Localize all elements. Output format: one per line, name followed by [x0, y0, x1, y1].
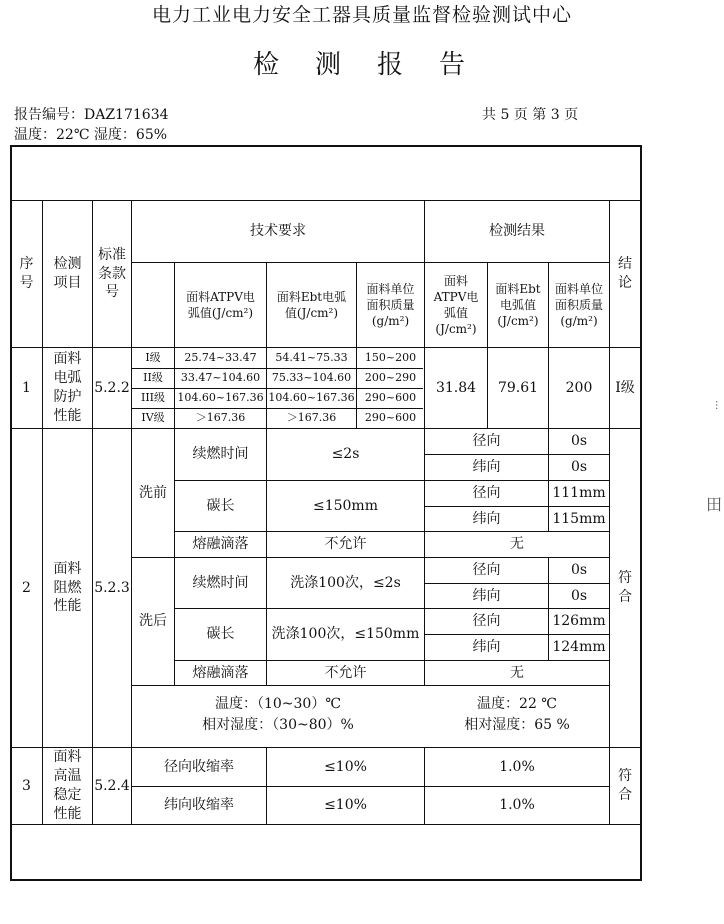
- row2-b-melt-label: 熔融滴落: [192, 536, 249, 553]
- header-seq: 序号: [19, 256, 34, 291]
- header-results: 检测结果: [489, 223, 545, 240]
- row1-level-4-ebt: ＞167.36: [286, 411, 337, 425]
- row2-b-afterflame-label: 续燃时间: [192, 446, 249, 463]
- row2-seq: 2: [22, 579, 31, 596]
- row2-condition-result: [425, 694, 609, 736]
- row1-level-1: I级: [145, 350, 161, 364]
- header-req-atpv: 面料ATPV电弧值(J/cm²): [186, 289, 255, 320]
- row2-b-melt-req: 不允许: [324, 536, 367, 553]
- row2-b-af-warp: 0s: [570, 433, 588, 450]
- row1-level-3-ebt: 104.60~167.36: [268, 391, 355, 405]
- row2-before-wash: 洗前: [139, 484, 167, 501]
- row2-condition-requirement: [132, 694, 424, 736]
- row2-b-char-req: ≤150mm: [312, 497, 378, 514]
- header-conclusion: 结论: [618, 256, 632, 291]
- row1-level-1-atpv: 25.74~33.47: [184, 350, 257, 364]
- row2-a-char-warp: 126mm: [552, 613, 606, 630]
- cond-req-hum: 相对湿度：（30~80）%: [202, 717, 354, 733]
- row1-level-4-atpv: ＞167.36: [195, 411, 246, 425]
- header-clause: 标准条款号: [98, 246, 126, 301]
- row2-b-af-weft: 0s: [570, 459, 588, 476]
- row2-conclusion: 符合: [618, 570, 632, 605]
- row1-level-2-ebt: 75.33~104.60: [271, 371, 352, 385]
- row2-b-melt-result: 无: [510, 536, 524, 553]
- row2-b-char-weft-label: 纬向: [472, 510, 501, 527]
- cond-req-temp: 温度：（10~30）℃: [214, 696, 342, 712]
- row2-a-char-weft: 124mm: [552, 639, 606, 656]
- row2-a-melt-result: 无: [510, 664, 524, 681]
- margin-mark-glyph: 田: [706, 495, 723, 514]
- report-number: 报告编号：DAZ171634: [14, 107, 169, 123]
- row2-b-char-weft: 115mm: [552, 510, 606, 527]
- row2-b-char-warp-label: 径向: [472, 485, 501, 502]
- row2-a-afterflame-req: 洗涤100次，≤2s: [290, 574, 401, 591]
- header-requirements: 技术要求: [250, 223, 306, 240]
- row1-result-mass: 200: [565, 379, 593, 396]
- row2-b-char-warp: 111mm: [552, 485, 606, 502]
- row3-weft-shrink-label: 纬向收缩率: [164, 797, 234, 814]
- header-req-mass: 面料单位面积质量(g/m²): [366, 281, 415, 329]
- row2-a-melt-label: 熔融滴落: [192, 664, 249, 681]
- row2-a-char-weft-label: 纬向: [472, 639, 501, 656]
- cond-res-hum: 相对湿度：65 %: [464, 717, 570, 733]
- row1-level-1-ebt: 54.41~75.33: [275, 350, 348, 364]
- row1-clause: 5.2.2: [94, 379, 130, 396]
- header-item: 检测项目: [53, 256, 82, 291]
- row2-a-melt-req: 不允许: [324, 664, 367, 681]
- header-res-atpv: 面料ATPV电弧值(J/cm²): [433, 273, 479, 337]
- row1-level-3: III级: [140, 391, 166, 405]
- row2-a-af-weft: 0s: [570, 587, 588, 604]
- row2-b-char-label: 碳长: [206, 497, 235, 514]
- row1-conclusion: I级: [615, 379, 635, 396]
- row2-b-af-warp-label: 径向: [472, 433, 501, 450]
- row1-item: 面料电弧防护性能: [53, 351, 82, 424]
- row2-a-char-req: 洗涤100次，≤150mm: [271, 626, 420, 643]
- row1-result-atpv: 31.84: [435, 379, 477, 396]
- row2-a-af-warp-label: 径向: [472, 562, 501, 579]
- row1-level-3-mass: 290~600: [364, 391, 417, 405]
- row2-b-af-weft-label: 纬向: [472, 459, 501, 476]
- report-title: 检测报告: [252, 50, 501, 80]
- row2-a-af-weft-label: 纬向: [472, 587, 501, 604]
- row3-weft-shrink-req: ≤10%: [324, 797, 367, 814]
- row2-item: 面料阻燃性能: [53, 560, 82, 615]
- row1-level-2: II级: [143, 371, 163, 385]
- environment-conditions: 温度：22℃ 湿度：65%: [14, 127, 168, 143]
- row2-a-af-warp: 0s: [570, 562, 588, 579]
- row2-a-afterflame-label: 续燃时间: [192, 574, 249, 591]
- row3-clause: 5.2.4: [94, 777, 130, 794]
- row1-seq: 1: [22, 379, 31, 396]
- row3-seq: 3: [22, 777, 31, 794]
- row2-clause: 5.2.3: [94, 579, 130, 596]
- row3-warp-shrink-label: 径向收缩率: [164, 758, 234, 775]
- row1-level-1-mass: 150~200: [364, 350, 417, 364]
- row1-level-2-atpv: 33.47~104.60: [180, 371, 261, 385]
- header-res-ebt: 面料Ebt电弧值(J/cm²): [495, 281, 541, 329]
- row1-result-ebt: 79.61: [497, 379, 539, 396]
- row1-level-4-mass: 290~600: [364, 411, 417, 425]
- header-res-mass: 面料单位面积质量(g/m²): [555, 281, 604, 329]
- organization-name: 电力工业电力安全工器具质量监督检验测试中心: [151, 4, 572, 26]
- row3-weft-shrink-result: 1.0%: [499, 797, 535, 814]
- row1-level-3-atpv: 104.60~167.36: [177, 391, 264, 405]
- row1-level-4: IV级: [141, 411, 165, 425]
- row3-warp-shrink-req: ≤10%: [324, 758, 367, 775]
- row1-level-2-mass: 200~290: [364, 371, 417, 385]
- row3-conclusion: 符合: [618, 768, 632, 803]
- row2-b-afterflame-req: ≤2s: [331, 446, 360, 463]
- row2-after-wash: 洗后: [139, 613, 167, 630]
- row3-item: 面料高温稳定性能: [53, 749, 82, 822]
- page-info: 共 5 页 第 3 页: [482, 107, 579, 123]
- row2-a-char-label: 碳长: [206, 626, 235, 643]
- header-req-ebt: 面料Ebt电弧值(J/cm²): [276, 289, 347, 320]
- row3-warp-shrink-result: 1.0%: [499, 758, 535, 775]
- margin-mark: …: [713, 400, 724, 410]
- cond-res-temp: 温度：22 ℃: [477, 696, 557, 712]
- row2-a-char-warp-label: 径向: [472, 613, 501, 630]
